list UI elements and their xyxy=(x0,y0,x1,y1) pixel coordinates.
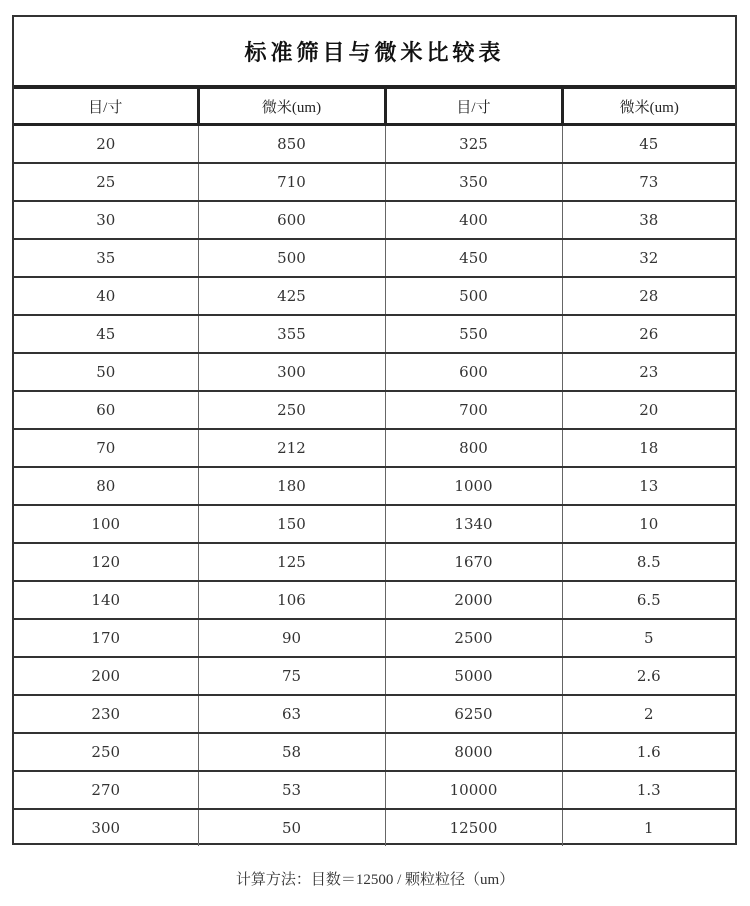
cell-micron-left: 63 xyxy=(198,695,385,733)
cell-mesh-left: 120 xyxy=(14,543,198,581)
cell-mesh-left: 100 xyxy=(14,505,198,543)
table-row xyxy=(14,429,735,467)
cell-mesh-left: 25 xyxy=(14,163,198,201)
cell-mesh-left: 300 xyxy=(14,809,198,846)
cell-micron-right: 8.5 xyxy=(562,543,735,581)
table-row xyxy=(14,771,735,809)
table-row xyxy=(14,239,735,277)
cell-micron-left: 710 xyxy=(198,163,385,201)
cell-micron-left: 850 xyxy=(198,125,385,164)
header-mesh-left: 目/寸 xyxy=(14,88,198,125)
table-row xyxy=(14,543,735,581)
table-body xyxy=(14,125,735,847)
cell-micron-left: 50 xyxy=(198,809,385,846)
table-row xyxy=(14,695,735,733)
cell-mesh-right: 2500 xyxy=(385,619,562,657)
table-row xyxy=(14,809,735,846)
cell-mesh-left: 30 xyxy=(14,201,198,239)
table-row xyxy=(14,315,735,353)
cell-mesh-left: 70 xyxy=(14,429,198,467)
cell-micron-right: 2.6 xyxy=(562,657,735,695)
cell-mesh-left: 80 xyxy=(14,467,198,505)
cell-mesh-right: 5000 xyxy=(385,657,562,695)
cell-micron-right: 13 xyxy=(562,467,735,505)
table-row xyxy=(14,201,735,239)
cell-micron-left: 355 xyxy=(198,315,385,353)
cell-micron-left: 250 xyxy=(198,391,385,429)
cell-micron-left: 600 xyxy=(198,201,385,239)
cell-micron-left: 300 xyxy=(198,353,385,391)
table-row xyxy=(14,353,735,391)
cell-mesh-left: 50 xyxy=(14,353,198,391)
cell-micron-right: 1 xyxy=(562,809,735,846)
cell-micron-right: 6.5 xyxy=(562,581,735,619)
table-title-row xyxy=(14,17,735,87)
cell-mesh-left: 230 xyxy=(14,695,198,733)
cell-micron-right: 5 xyxy=(562,619,735,657)
cell-mesh-right: 8000 xyxy=(385,733,562,771)
table-title: 标准筛目与微米比较表 xyxy=(244,39,505,66)
cell-mesh-right: 550 xyxy=(385,315,562,353)
cell-mesh-right: 1340 xyxy=(385,505,562,543)
cell-mesh-right: 325 xyxy=(385,125,562,164)
cell-micron-left: 180 xyxy=(198,467,385,505)
cell-micron-left: 106 xyxy=(198,581,385,619)
header-micron-left: 微米(um) xyxy=(198,88,385,125)
cell-micron-right: 1.6 xyxy=(562,733,735,771)
cell-micron-right: 45 xyxy=(562,125,735,164)
cell-micron-right: 26 xyxy=(562,315,735,353)
cell-mesh-left: 20 xyxy=(14,125,198,164)
mesh-micron-table-container xyxy=(12,15,737,845)
cell-mesh-left: 200 xyxy=(14,657,198,695)
cell-mesh-right: 400 xyxy=(385,201,562,239)
cell-mesh-right: 700 xyxy=(385,391,562,429)
table-row xyxy=(14,581,735,619)
cell-mesh-left: 250 xyxy=(14,733,198,771)
cell-micron-left: 58 xyxy=(198,733,385,771)
cell-micron-right: 2 xyxy=(562,695,735,733)
cell-mesh-left: 270 xyxy=(14,771,198,809)
cell-micron-left: 75 xyxy=(198,657,385,695)
calculation-footnote: 计算方法：目数＝12500 / 颗粒粒径（um） xyxy=(235,872,515,888)
cell-micron-right: 38 xyxy=(562,201,735,239)
cell-micron-right: 20 xyxy=(562,391,735,429)
cell-micron-left: 53 xyxy=(198,771,385,809)
cell-micron-left: 212 xyxy=(198,429,385,467)
cell-mesh-left: 60 xyxy=(14,391,198,429)
table-row xyxy=(14,657,735,695)
table-row xyxy=(14,467,735,505)
cell-micron-left: 150 xyxy=(198,505,385,543)
cell-micron-right: 73 xyxy=(562,163,735,201)
mesh-micron-table xyxy=(14,87,735,846)
cell-micron-right: 10 xyxy=(562,505,735,543)
table-row xyxy=(14,505,735,543)
cell-micron-right: 1.3 xyxy=(562,771,735,809)
header-row xyxy=(14,88,735,125)
cell-mesh-right: 350 xyxy=(385,163,562,201)
table-row xyxy=(14,125,735,164)
cell-micron-left: 425 xyxy=(198,277,385,315)
cell-micron-right: 28 xyxy=(562,277,735,315)
table-row xyxy=(14,391,735,429)
cell-mesh-left: 170 xyxy=(14,619,198,657)
cell-mesh-right: 800 xyxy=(385,429,562,467)
cell-mesh-right: 1000 xyxy=(385,467,562,505)
header-mesh-right: 目/寸 xyxy=(385,88,562,125)
cell-micron-right: 32 xyxy=(562,239,735,277)
cell-micron-left: 125 xyxy=(198,543,385,581)
cell-mesh-right: 600 xyxy=(385,353,562,391)
cell-mesh-left: 35 xyxy=(14,239,198,277)
cell-micron-right: 23 xyxy=(562,353,735,391)
cell-mesh-right: 10000 xyxy=(385,771,562,809)
cell-mesh-right: 500 xyxy=(385,277,562,315)
table-row xyxy=(14,163,735,201)
table-row xyxy=(14,619,735,657)
cell-mesh-right: 12500 xyxy=(385,809,562,846)
cell-mesh-left: 140 xyxy=(14,581,198,619)
cell-micron-right: 18 xyxy=(562,429,735,467)
table-header xyxy=(14,88,735,125)
cell-micron-left: 90 xyxy=(198,619,385,657)
cell-mesh-right: 6250 xyxy=(385,695,562,733)
cell-mesh-left: 40 xyxy=(14,277,198,315)
cell-mesh-right: 2000 xyxy=(385,581,562,619)
cell-mesh-right: 1670 xyxy=(385,543,562,581)
cell-micron-left: 500 xyxy=(198,239,385,277)
header-micron-right: 微米(um) xyxy=(562,88,735,125)
table-row xyxy=(14,277,735,315)
cell-mesh-right: 450 xyxy=(385,239,562,277)
cell-mesh-left: 45 xyxy=(14,315,198,353)
table-row xyxy=(14,733,735,771)
